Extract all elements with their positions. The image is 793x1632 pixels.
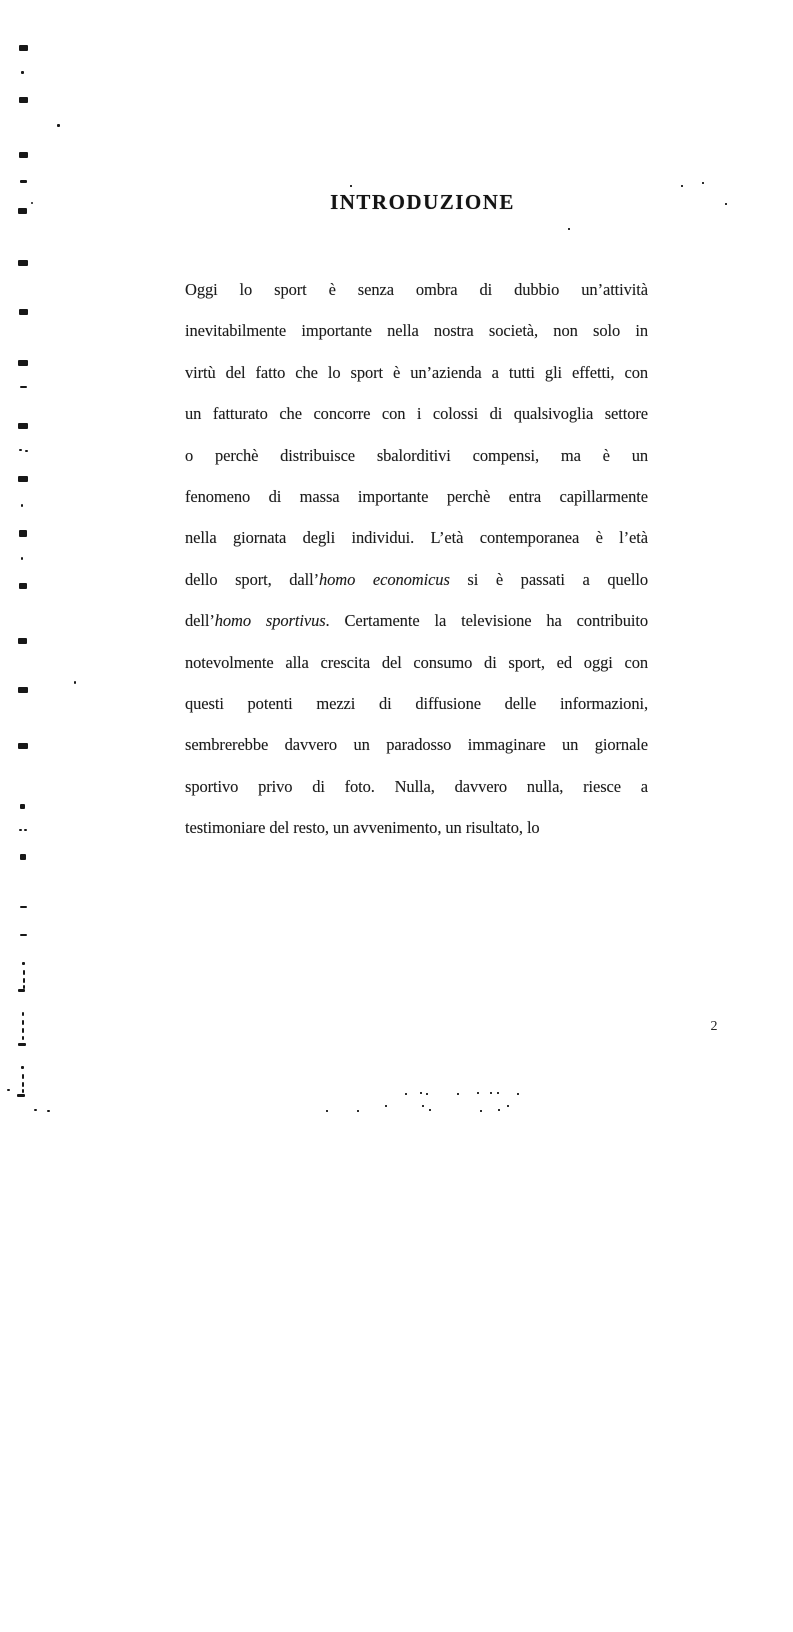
text-run: notevolmente alla crescita del consumo di sport, ed oggi con: [185, 652, 648, 672]
text-line: [185, 435, 648, 476]
scan-mark: [19, 309, 28, 315]
scan-mark: [23, 970, 25, 975]
scan-mark: [22, 1020, 24, 1025]
noise-speck: [497, 1092, 499, 1094]
italic-text-run: homo sportivus: [214, 611, 326, 631]
text-run: Oggi lo sport è senza ombra di dubbio un’attività: [185, 280, 648, 299]
text-run: si è passati a quello: [449, 569, 648, 589]
scan-mark: [7, 1089, 10, 1091]
text-line: [185, 310, 648, 351]
noise-speck: [420, 1092, 422, 1094]
text-line: [185, 807, 648, 848]
scan-mark: [20, 906, 27, 908]
scan-mark: [22, 1089, 24, 1093]
text-run: sportivo privo di foto. Nulla, davvero nulla, riesce a: [185, 776, 648, 796]
scan-mark: [21, 557, 23, 560]
noise-speck: [490, 1092, 492, 1094]
scan-mark: [18, 476, 28, 482]
page-title: INTRODUZIONE: [330, 190, 515, 214]
scan-mark: [19, 97, 28, 103]
text-line: [185, 517, 648, 558]
scan-mark: [18, 638, 27, 644]
scan-mark: [22, 1012, 24, 1016]
scan-mark: [18, 423, 28, 429]
noise-speck: [507, 1105, 509, 1107]
text-run: o perchè distribuisce sbalorditivi compensi, ma è un: [185, 445, 648, 465]
text-run: dello sport, dall’: [185, 569, 319, 589]
scan-mark: [21, 1066, 24, 1069]
text-line: [185, 352, 648, 393]
text-line: [185, 476, 648, 517]
text-run: dell’: [185, 611, 215, 631]
scan-mark: [57, 124, 60, 127]
scan-mark: [21, 504, 23, 507]
text-run: virtù del fatto che lo sport è un’azienda a tutti gli effetti, con: [185, 362, 648, 382]
text-line: [185, 766, 648, 807]
text-line: [185, 642, 648, 683]
scan-mark: [20, 934, 27, 936]
paragraph: [185, 269, 648, 848]
scan-mark: [47, 1110, 50, 1112]
page-number: 2: [710, 1019, 718, 1034]
noise-speck: [326, 1110, 328, 1112]
text-line: [185, 393, 648, 434]
scan-mark: [19, 449, 22, 451]
text-run: sembrerebbe davvero un paradosso immaginare un giornale: [185, 735, 648, 755]
noise-speck: [702, 182, 704, 184]
noise-speck: [477, 1092, 479, 1094]
noise-speck: [568, 228, 570, 230]
scan-mark: [22, 1036, 24, 1040]
scan-mark: [19, 152, 28, 158]
scan-mark: [21, 71, 24, 74]
text-line: [185, 724, 648, 765]
scan-mark: [24, 829, 27, 831]
text-line: [185, 269, 648, 310]
text-line: [185, 559, 648, 600]
text-run: questi potenti mezzi di diffusione delle informazioni,: [185, 693, 648, 713]
noise-speck: [725, 203, 727, 205]
scan-mark: [34, 1109, 37, 1111]
scan-mark: [17, 1094, 25, 1097]
scan-mark: [18, 1043, 26, 1046]
scan-mark: [20, 386, 27, 388]
noise-speck: [480, 1110, 482, 1112]
noise-speck: [498, 1109, 500, 1111]
scan-mark: [18, 260, 28, 266]
scan-mark: [74, 681, 76, 684]
text-line: [185, 683, 648, 724]
noise-speck: [350, 185, 352, 187]
scan-mark: [20, 180, 27, 183]
scan-mark: [18, 743, 28, 749]
scan-mark: [22, 1028, 24, 1033]
scan-mark: [23, 978, 25, 983]
scan-mark: [19, 583, 27, 589]
text-run: nella giornata degli individui. L’età contemporanea è l’età: [185, 528, 648, 548]
text-run: fenomeno di massa importante perchè entra capillarmente: [185, 486, 648, 506]
scan-mark: [31, 202, 33, 204]
scan-mark: [22, 1082, 24, 1087]
noise-speck: [426, 1093, 428, 1095]
noise-speck: [385, 1105, 387, 1107]
scan-mark: [18, 989, 25, 992]
noise-speck: [357, 1110, 359, 1112]
scan-mark: [18, 687, 28, 693]
scan-mark: [18, 208, 27, 214]
italic-text-run: homo economicus: [319, 569, 450, 589]
scan-mark: [20, 804, 25, 809]
noise-speck: [457, 1093, 459, 1095]
scan-mark: [20, 854, 26, 860]
scan-mark: [19, 45, 28, 51]
scan-mark: [22, 962, 25, 965]
scan-mark: [18, 360, 28, 366]
noise-speck: [681, 185, 683, 187]
noise-speck: [405, 1093, 407, 1095]
noise-speck: [429, 1109, 431, 1111]
text-run: . Certamente la televisione ha contribuito: [325, 611, 648, 631]
text-run: un fatturato che concorre con i colossi di qualsivoglia settore: [185, 404, 648, 424]
scan-mark: [19, 829, 22, 831]
scan-mark: [19, 530, 27, 537]
scan-mark: [25, 450, 28, 452]
text-run: testimoniare del resto, un avvenimento, un risultato, lo: [185, 818, 540, 838]
noise-speck: [422, 1105, 424, 1107]
text-run: inevitabilmente importante nella nostra società, non solo in: [185, 321, 648, 341]
scan-mark: [22, 1074, 24, 1079]
noise-speck: [517, 1093, 519, 1095]
text-line: [185, 600, 648, 641]
